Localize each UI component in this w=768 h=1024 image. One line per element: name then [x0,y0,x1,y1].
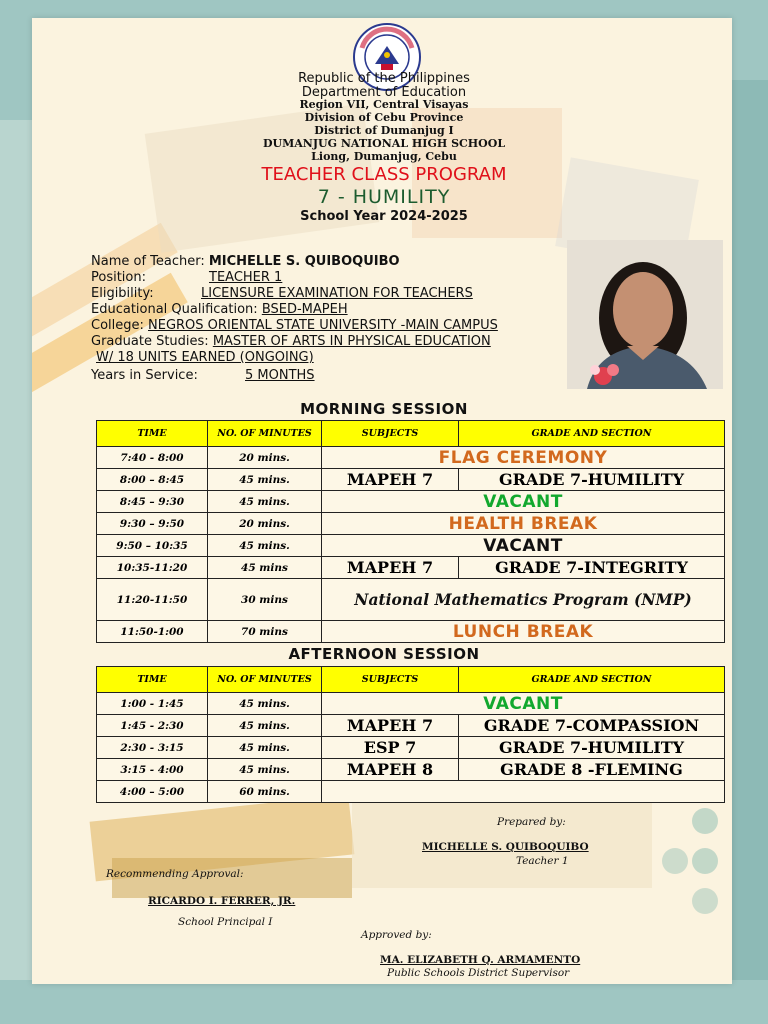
time-cell: 2:30 - 3:15 [97,737,208,759]
recommending-approval-label: Recommending Approval: [106,868,244,880]
minutes-cell: 20 mins. [208,447,322,469]
table-row [97,513,725,535]
activity-cell: VACANT [322,491,725,513]
table-row [97,715,725,737]
header-time: TIME [97,667,208,693]
teacher-photo [567,240,723,389]
time-cell: 9:30 – 9:50 [97,513,208,535]
minutes-cell: 45 mins. [208,759,322,781]
minutes-cell: 45 mins. [208,737,322,759]
time-cell: 10:35-11:20 [97,557,208,579]
header-minutes: NO. OF MINUTES [208,667,322,693]
units-value: W/ 18 UNITS EARNED (ONGOING) [96,350,314,365]
table-row [97,737,725,759]
service-label: Years in Service: [91,368,198,383]
header-grade-section: GRADE AND SECTION [459,421,725,447]
minutes-cell: 30 mins [208,579,322,621]
time-cell: 8:00 – 8:45 [97,469,208,491]
grade-section-cell: GRADE 7-HUMILITY [459,737,725,759]
table-row [97,535,725,557]
time-cell: 9:50 – 10:35 [97,535,208,557]
division-line: Division of Cebu Province [304,111,464,124]
graduate-label: Graduate Studies: [91,334,213,349]
department-line: Department of Education [301,85,467,100]
time-cell: 1:45 - 2:30 [97,715,208,737]
subject-cell: MAPEH 7 [322,715,459,737]
table-header-row [97,421,725,447]
table-row [97,557,725,579]
minutes-cell: 45 mins [208,557,322,579]
time-cell: 11:50-1:00 [97,621,208,643]
eligibility-row [91,286,473,301]
service-row [91,368,315,383]
subject-cell: MAPEH 7 [322,469,459,491]
recommending-name: RICARDO I. FERRER, JR. [148,895,296,907]
table-row [97,469,725,491]
service-value: 5 MONTHS [245,368,315,383]
college-row [91,318,498,333]
minutes-cell: 45 mins. [208,469,322,491]
district-line: District of Dumanjug I [314,124,454,137]
approved-by-name: MA. ELIZABETH Q. ARMAMENTO [380,954,581,966]
minutes-cell: 70 mins [208,621,322,643]
grade-section-cell: GRADE 7-HUMILITY [459,469,725,491]
republic-line: Republic of the Philippines [298,71,470,86]
grade-section-cell: GRADE 7-COMPASSION [459,715,725,737]
header-subjects: SUBJECTS [322,421,459,447]
minutes-cell: 60 mins. [208,781,322,803]
table-row [97,759,725,781]
graduate-value: MASTER OF ARTS IN PHYSICAL EDUCATION [212,334,491,349]
eligibility-label: Eligibility: [91,286,154,301]
activity-cell [322,781,725,803]
prepared-by-label: Prepared by: [497,816,566,828]
position-value: TEACHER 1 [209,270,283,285]
teacher-name-row [91,254,400,269]
minutes-cell: 45 mins. [208,693,322,715]
table-row [97,621,725,643]
qualification-value: BSED-MAPEH [261,302,348,317]
table-row [97,781,725,803]
minutes-cell: 45 mins. [208,535,322,557]
graduate-row [91,334,491,349]
time-cell: 4:00 – 5:00 [97,781,208,803]
activity-cell: National Mathematics Program (NMP) [322,579,725,621]
morning-schedule-table [96,420,725,643]
school-year: School Year 2024-2025 [300,209,468,224]
minutes-cell: 45 mins. [208,491,322,513]
minutes-cell: 45 mins. [208,715,322,737]
approved-by-label: Approved by: [361,929,432,941]
time-cell: 3:15 - 4:00 [97,759,208,781]
teacher-name-label: Name of Teacher: [91,254,209,269]
morning-session-title: MORNING SESSION [300,400,468,418]
teacher-name: MICHELLE S. QUIBOQUIBO [208,254,400,269]
position-label: Position: [91,270,146,285]
time-cell: 11:20-11:50 [97,579,208,621]
header-subjects: SUBJECTS [322,667,459,693]
prepared-by-title: Teacher 1 [516,855,569,867]
eligibility-value: LICENSURE EXAMINATION FOR TEACHERS [201,286,473,301]
approved-by-title: Public Schools District Supervisor [387,967,570,979]
activity-cell: HEALTH BREAK [322,513,725,535]
document-title: TEACHER CLASS PROGRAM [261,164,507,185]
region-line: Region VII, Central Visayas [299,98,469,111]
afternoon-schedule-table [96,666,725,803]
header-grade-section: GRADE AND SECTION [459,667,725,693]
activity-cell: FLAG CEREMONY [322,447,725,469]
time-cell: 7:40 - 8:00 [97,447,208,469]
school-address: Liong, Dumanjug, Cebu [311,150,457,163]
table-row [97,447,725,469]
header-time: TIME [97,421,208,447]
recommending-title: School Principal I [178,916,273,928]
table-row [97,491,725,513]
subject-cell: MAPEH 7 [322,557,459,579]
activity-cell: LUNCH BREAK [322,621,725,643]
subject-cell: ESP 7 [322,737,459,759]
table-row [97,579,725,621]
section-title: 7 - HUMILITY [317,186,451,208]
school-name: DUMANJUG NATIONAL HIGH SCHOOL [262,137,506,150]
qualification-label: Educational Qualification: [91,302,262,317]
table-row [97,693,725,715]
subject-cell: MAPEH 8 [322,759,459,781]
activity-cell: VACANT [322,693,725,715]
table-header-row [97,667,725,693]
afternoon-session-title: AFTERNOON SESSION [288,645,480,663]
position-row [91,270,283,285]
college-value: NEGROS ORIENTAL STATE UNIVERSITY -MAIN CAMPUS [148,318,498,333]
units-row [96,350,314,365]
time-cell: 1:00 - 1:45 [97,693,208,715]
header-minutes: NO. OF MINUTES [208,421,322,447]
college-label: College: [91,318,149,333]
grade-section-cell: GRADE 8 -FLEMING [459,759,725,781]
activity-cell: VACANT [322,535,725,557]
time-cell: 8:45 – 9:30 [97,491,208,513]
qualification-row [91,302,348,317]
grade-section-cell: GRADE 7-INTEGRITY [459,557,725,579]
minutes-cell: 20 mins. [208,513,322,535]
prepared-by-name: MICHELLE S. QUIBOQUIBO [422,841,589,853]
